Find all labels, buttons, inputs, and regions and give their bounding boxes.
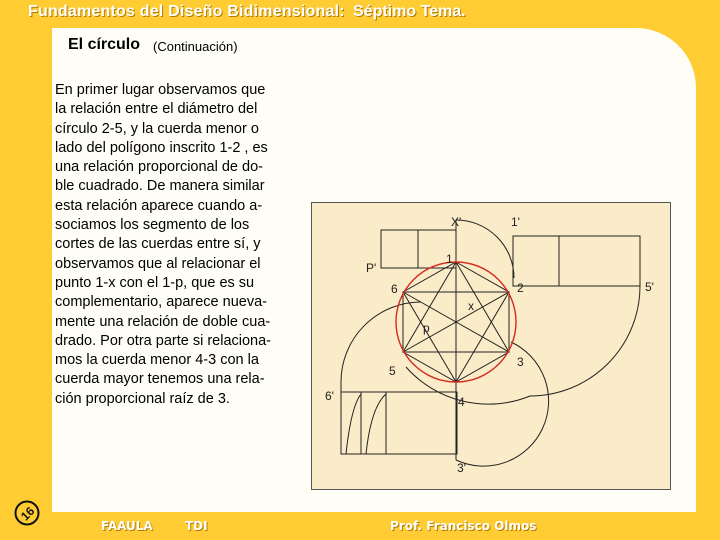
page-subtitle: (Continuación) [153, 39, 238, 54]
page-number-badge [14, 500, 40, 526]
label-5: 5 [389, 364, 396, 378]
label-6: 6 [391, 282, 398, 296]
page-title: El círculo [68, 36, 141, 53]
label-4: 4 [458, 395, 465, 409]
header-bar [0, 0, 720, 28]
label-2: 2 [517, 281, 524, 295]
footer-dept: TDI [185, 519, 208, 533]
label-p-prime: P' [366, 261, 377, 275]
label-1-prime: 1' [511, 215, 520, 229]
circle-construction-figure [311, 202, 671, 490]
page-number: 16 [18, 504, 38, 524]
footer-school: FAAULA [101, 519, 153, 533]
topic-title: Séptimo Tema. [353, 3, 466, 20]
course-title: Fundamentos del Diseño Bidimensional: [28, 3, 345, 20]
label-3-prime: 3' [457, 461, 466, 475]
label-p: p [423, 321, 430, 335]
label-x-prime: X' [451, 215, 462, 229]
label-6-prime: 6' [325, 389, 334, 403]
label-1: 1 [446, 252, 453, 266]
body-paragraph: En primer lugar observamos que la relación entre el diámetro del círculo 2-5, y la cuerda menor o lado del polígono inscrito 1-2 , es una relación proporcional de do- ble cuadrado. De manera similar esta relación aparece cuando a- sociamos los segmento de los cortes de las cuerdas entre sí, y observamos que al relacionar el punto 1-x con el 1-p, que es su complementario, aparece nueva- mente una relación de doble cua- drado. Por otra parte si relaciona- mos la cuerda menor 4-3 con la cuerda mayor tenemos una rela- ción proporcional raíz de 3. [55, 82, 271, 407]
label-x: x [468, 299, 474, 313]
footer-author: Prof. Francisco Olmos [390, 519, 537, 533]
figure-background [312, 203, 671, 490]
label-5-prime: 5' [645, 280, 654, 294]
label-3: 3 [517, 355, 524, 369]
